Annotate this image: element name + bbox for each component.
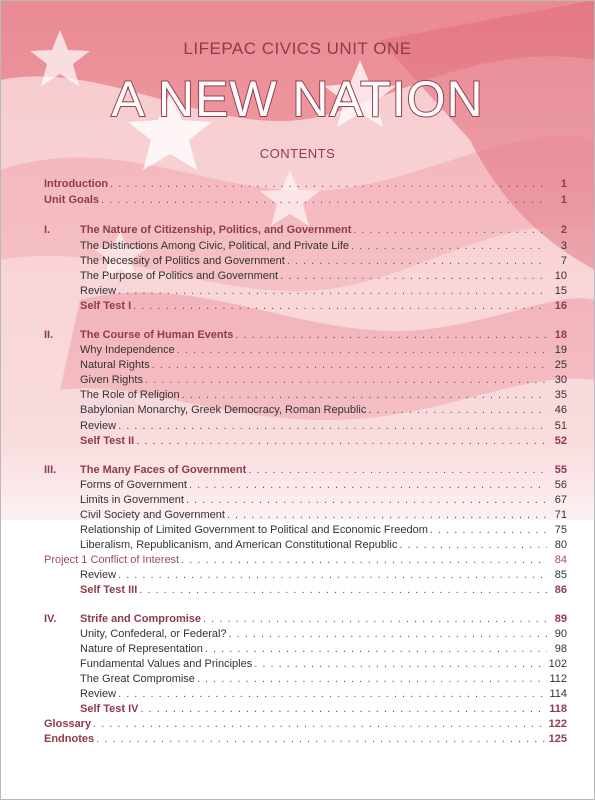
toc-entry — [0, 656, 595, 672]
toc-entry — [0, 522, 595, 538]
toc-entry-title: Limits in Government — [80, 494, 184, 506]
toc-entry-title: Civil Society and Government — [80, 509, 225, 521]
toc-entry — [0, 477, 595, 493]
toc-page-number: 10 — [554, 270, 567, 282]
toc-entry — [0, 238, 595, 254]
toc-entry-title: Given Rights — [80, 374, 143, 386]
toc-entry — [0, 626, 595, 642]
toc-entry-title: Liberalism, Republicanism, and American Constitutional Republic — [80, 539, 398, 551]
dot-leader — [227, 507, 547, 523]
toc-entry — [0, 731, 595, 747]
toc-entry-title: The Great Compromise — [80, 673, 195, 685]
toc-entry-title: Fundamental Values and Principles — [80, 658, 253, 670]
dot-leader — [96, 731, 547, 747]
toc-entry — [0, 298, 595, 314]
toc-page-number: 15 — [554, 285, 567, 297]
page-title: A NEW NATION — [111, 71, 484, 127]
toc-entry-title: Project 1 Conflict of Interest — [44, 554, 180, 566]
dot-leader — [235, 327, 547, 343]
toc-entry-title: Unit Goals — [44, 194, 100, 206]
toc-entry — [0, 567, 595, 583]
toc-page-number: 35 — [554, 389, 567, 401]
toc-entry-title: Natural Rights — [80, 359, 150, 371]
dot-leader — [177, 342, 547, 358]
toc-entry — [0, 418, 595, 434]
toc-page-number: 89 — [554, 613, 567, 625]
toc-page-number: 3 — [560, 240, 567, 252]
toc-entry — [0, 176, 595, 192]
toc-entry — [0, 701, 595, 717]
dot-leader — [136, 433, 547, 449]
dot-leader — [133, 298, 547, 314]
toc-page-number: 30 — [554, 374, 567, 386]
toc-entry — [0, 492, 595, 508]
toc-entry-title: Forms of Government — [80, 479, 187, 491]
toc-page-number: 18 — [554, 329, 567, 341]
toc-entry-title: Review — [80, 569, 117, 581]
toc-entry-title: Endnotes — [44, 733, 95, 745]
toc-page-number: 85 — [554, 569, 567, 581]
toc-section-number: III. — [44, 464, 57, 476]
dot-leader — [399, 537, 547, 553]
toc-page-number: 51 — [554, 420, 567, 432]
toc-page-number: 84 — [554, 554, 567, 566]
toc-entry-title: Self Test II — [80, 435, 135, 447]
toc-entry-title: Nature of Representation — [80, 643, 203, 655]
toc-entry-title: The Purpose of Politics and Government — [80, 270, 279, 282]
toc-entry — [0, 686, 595, 702]
dot-leader — [110, 176, 547, 192]
toc-page-number: 19 — [554, 344, 567, 356]
toc-page-number: 2 — [560, 224, 567, 236]
toc-entry — [0, 327, 595, 343]
unit-subtitle: LIFEPAC CIVICS UNIT ONE — [183, 39, 412, 58]
toc-page-number: 118 — [549, 703, 567, 715]
dot-leader — [280, 268, 547, 284]
toc-entry-title: Strife and Compromise — [80, 613, 202, 625]
dot-leader — [248, 462, 547, 478]
toc-page-number: 25 — [554, 359, 567, 371]
dot-leader — [93, 716, 547, 732]
toc-entry — [0, 611, 595, 627]
toc-entry-title: Introduction — [44, 178, 109, 190]
dot-leader — [287, 253, 547, 269]
toc-page-number: 125 — [548, 733, 567, 745]
dot-leader — [368, 402, 547, 418]
toc-page-number: 90 — [554, 628, 567, 640]
toc-section-number: IV. — [44, 613, 57, 625]
dot-leader — [118, 283, 547, 299]
toc-entry — [0, 387, 595, 403]
dot-leader — [145, 372, 547, 388]
toc-entry — [0, 372, 595, 388]
toc-entry — [0, 283, 595, 299]
toc-entry-title: The Distinctions Among Civic, Political, and Private Life — [80, 240, 350, 252]
dot-leader — [140, 701, 547, 717]
toc-entry — [0, 268, 595, 284]
toc-page-number: 55 — [554, 464, 567, 476]
dot-leader — [430, 522, 547, 538]
dot-leader — [353, 222, 547, 238]
toc-section-number: II. — [44, 329, 54, 341]
toc-entry — [0, 507, 595, 523]
toc-page-number: 112 — [549, 673, 567, 685]
toc-page-number: 86 — [554, 584, 567, 596]
toc-entry-title: The Necessity of Politics and Government — [80, 255, 285, 267]
toc-page-number: 1 — [560, 194, 567, 206]
toc-page-number: 1 — [560, 178, 567, 190]
dot-leader — [254, 656, 546, 672]
toc-page-number: 122 — [548, 718, 567, 730]
dot-leader — [118, 567, 547, 583]
toc-page-number: 56 — [554, 479, 567, 491]
toc-entry — [0, 433, 595, 449]
dot-leader — [118, 418, 547, 434]
toc-entry — [0, 253, 595, 269]
toc-section-number: I. — [44, 224, 51, 236]
contents-heading: CONTENTS — [259, 146, 336, 161]
toc-entry — [0, 357, 595, 373]
toc-entry — [0, 402, 595, 418]
toc-entry-title: Babylonian Monarchy, Greek Democracy, Roman Republic — [80, 404, 367, 416]
dot-leader — [152, 357, 547, 373]
dot-leader — [351, 238, 547, 254]
toc-page-number: 46 — [554, 404, 567, 416]
toc-entry-title: The Role of Religion — [80, 389, 180, 401]
toc-entry-title: Review — [80, 688, 117, 700]
toc-entry-title: Self Test III — [80, 584, 138, 596]
dot-leader — [182, 387, 547, 403]
toc-entry-title: Review — [80, 285, 117, 297]
dot-leader — [197, 671, 547, 687]
toc-page-number: 52 — [554, 435, 567, 447]
toc-page-number: 102 — [548, 658, 567, 670]
toc-page-number: 67 — [554, 494, 567, 506]
toc-entry-title: Self Test I — [80, 300, 132, 312]
toc-page-number: 75 — [554, 524, 567, 536]
dot-leader — [229, 626, 547, 642]
toc-page-number: 16 — [554, 300, 567, 312]
dot-leader — [186, 492, 547, 508]
toc-entry-title: Self Test IV — [80, 703, 139, 715]
toc-entry-title: Glossary — [44, 718, 92, 730]
dot-leader — [101, 192, 547, 208]
toc-entry — [0, 462, 595, 478]
toc-entry — [0, 716, 595, 732]
toc-entry-title: Relationship of Limited Government to Political and Economic Freedom — [80, 524, 428, 536]
dot-leader — [181, 552, 547, 568]
toc-entry-title: The Many Faces of Government — [80, 464, 247, 476]
dot-leader — [203, 611, 547, 627]
toc-entry — [0, 641, 595, 657]
dot-leader — [189, 477, 547, 493]
toc-entry-title: The Nature of Citizenship, Politics, and Government — [80, 224, 352, 236]
toc-entry — [0, 582, 595, 598]
toc-entry — [0, 342, 595, 358]
toc-entry — [0, 222, 595, 238]
toc-entry-title: Why Independence — [80, 344, 175, 356]
toc-entry — [0, 671, 595, 687]
toc-entry — [0, 537, 595, 553]
toc-entry — [0, 192, 595, 208]
dot-leader — [139, 582, 547, 598]
toc-page-number: 114 — [549, 688, 567, 700]
toc-page-number: 71 — [554, 509, 567, 521]
toc-page-number: 98 — [554, 643, 567, 655]
toc-entry-title: Review — [80, 420, 117, 432]
dot-leader — [118, 686, 547, 702]
toc-page-number: 80 — [554, 539, 567, 551]
toc-entry-title: The Course of Human Events — [80, 329, 234, 341]
toc-page-number: 7 — [560, 255, 567, 267]
toc-entry-title: Unity, Confederal, or Federal? — [80, 628, 227, 640]
toc-entry — [0, 552, 595, 568]
dot-leader — [205, 641, 547, 657]
